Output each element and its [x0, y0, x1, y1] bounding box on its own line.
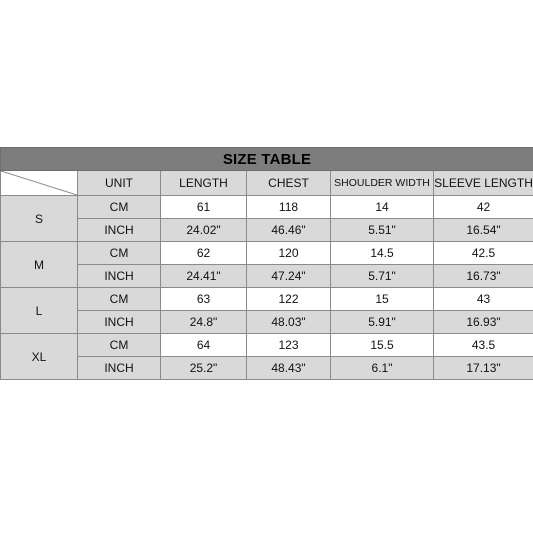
unit-label: INCH [78, 357, 161, 380]
shoulder-width-value: 14.5 [331, 242, 434, 265]
chest-value: 120 [247, 242, 331, 265]
unit-label: INCH [78, 219, 161, 242]
shoulder-width-value: 5.71" [331, 265, 434, 288]
length-value: 24.8" [161, 311, 247, 334]
length-value: 63 [161, 288, 247, 311]
table-row [1, 288, 533, 311]
table-row [1, 311, 533, 334]
length-value: 64 [161, 334, 247, 357]
shoulder-width-value: 14 [331, 196, 434, 219]
length-value: 25.2" [161, 357, 247, 380]
length-value: 62 [161, 242, 247, 265]
unit-label: CM [78, 196, 161, 219]
unit-label: INCH [78, 311, 161, 334]
length-value: 24.02" [161, 219, 247, 242]
sleeve-length-value: 16.54" [434, 219, 533, 242]
shoulder-width-value: 5.51" [331, 219, 434, 242]
shoulder-width-value: 5.91" [331, 311, 434, 334]
sleeve-length-value: 42 [434, 196, 533, 219]
sleeve-length-value: 16.73" [434, 265, 533, 288]
unit-label: CM [78, 288, 161, 311]
chest-value: 122 [247, 288, 331, 311]
size-label: M [1, 242, 78, 288]
sleeve-length-value: 16.93" [434, 311, 533, 334]
length-value: 24.41" [161, 265, 247, 288]
chest-value: 123 [247, 334, 331, 357]
length-value: 61 [161, 196, 247, 219]
unit-label: CM [78, 242, 161, 265]
corner-cell [1, 171, 78, 196]
sleeve-length-value: 43.5 [434, 334, 533, 357]
table-title: SIZE TABLE [1, 148, 533, 171]
title-row [1, 148, 533, 171]
chest-value: 48.43" [247, 357, 331, 380]
sleeve-length-value: 42.5 [434, 242, 533, 265]
table-row [1, 334, 533, 357]
size-label: XL [1, 334, 78, 380]
table-row [1, 196, 533, 219]
sleeve-length-value: 43 [434, 288, 533, 311]
unit-label: INCH [78, 265, 161, 288]
diagonal-divider-icon [1, 171, 77, 195]
column-header-unit: UNIT [78, 171, 161, 196]
unit-label: CM [78, 334, 161, 357]
size-table [0, 147, 533, 380]
size-label: L [1, 288, 78, 334]
header-row [1, 171, 533, 196]
table-row [1, 242, 533, 265]
column-header-length: LENGTH [161, 171, 247, 196]
table-row [1, 265, 533, 288]
table-row [1, 219, 533, 242]
column-header-shoulder-width: SHOULDER WIDTH [331, 171, 434, 196]
shoulder-width-value: 15 [331, 288, 434, 311]
column-header-chest: CHEST [247, 171, 331, 196]
table-row [1, 357, 533, 380]
chest-value: 47.24" [247, 265, 331, 288]
sleeve-length-value: 17.13" [434, 357, 533, 380]
chest-value: 118 [247, 196, 331, 219]
shoulder-width-value: 6.1" [331, 357, 434, 380]
size-label: S [1, 196, 78, 242]
chest-value: 46.46" [247, 219, 331, 242]
chest-value: 48.03" [247, 311, 331, 334]
column-header-sleeve-length: SLEEVE LENGTH [434, 171, 533, 196]
shoulder-width-value: 15.5 [331, 334, 434, 357]
